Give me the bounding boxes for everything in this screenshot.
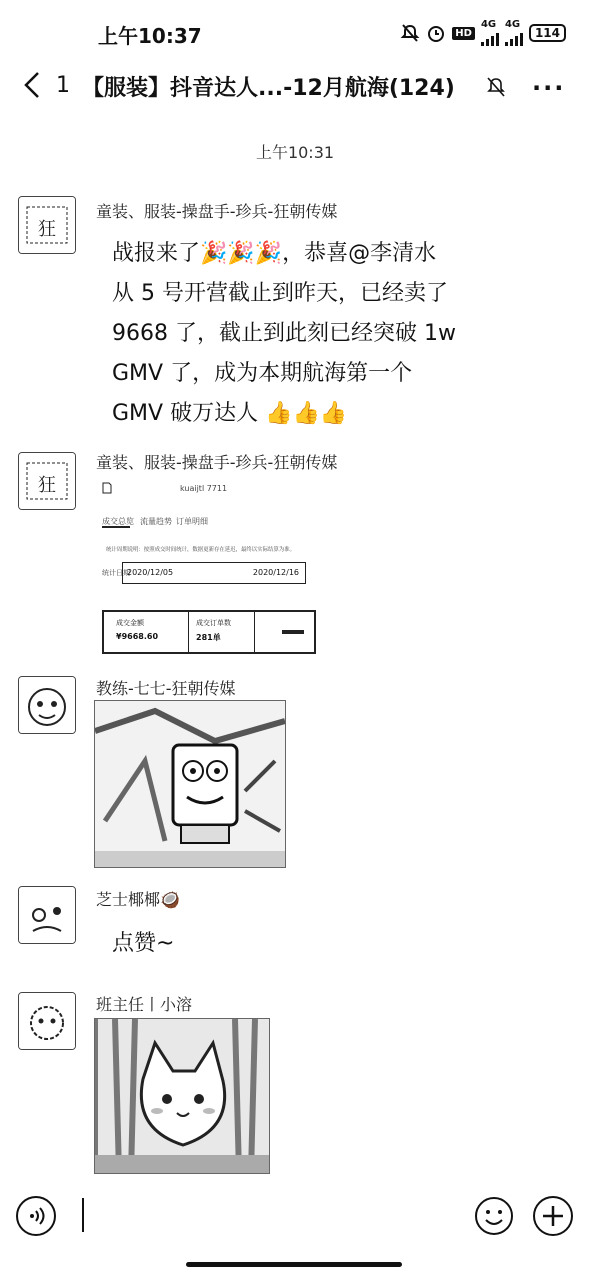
message-text[interactable] bbox=[112, 234, 456, 434]
metric-value: 281单 bbox=[196, 633, 221, 642]
metrics-card bbox=[102, 610, 316, 654]
plus-icon bbox=[535, 1198, 571, 1234]
network-type-1: 4G bbox=[480, 19, 497, 30]
sticker-image[interactable] bbox=[94, 1018, 270, 1174]
svg-text:狂: 狂 bbox=[38, 475, 56, 496]
battery-indicator: 114 bbox=[529, 24, 566, 42]
signal-icon-1 bbox=[481, 30, 499, 46]
screenshot-tab: 订单明细 bbox=[176, 517, 208, 526]
voice-input-button[interactable] bbox=[16, 1196, 56, 1236]
chat-title[interactable]: 【服装】抖音达人...-12月航海(124) bbox=[82, 76, 455, 101]
screenshot-image[interactable] bbox=[94, 476, 316, 654]
status-icons bbox=[400, 20, 566, 46]
sender-name[interactable]: 童装、服装-操盘手-珍兵-狂朝传媒 bbox=[96, 453, 338, 472]
sender-name[interactable]: 班主任丨小溶 bbox=[96, 995, 193, 1014]
text-input-cursor[interactable] bbox=[82, 1198, 84, 1232]
more-options-icon[interactable]: ··· bbox=[532, 74, 566, 102]
hd-badge: HD bbox=[452, 27, 475, 40]
screenshot-notice: 统计周期说明：按照成交时间统计，数据更新存在延迟，最终以实际结算为准。 bbox=[106, 546, 296, 553]
chat-timestamp: 上午10:31 bbox=[255, 143, 335, 162]
message-text[interactable]: 点赞~ bbox=[112, 931, 175, 956]
avatar[interactable] bbox=[18, 676, 76, 734]
sender-name[interactable]: 教练-七七-狂朝传媒 bbox=[96, 679, 236, 698]
message-line: 9668 了，截止到此刻已经突破 1w bbox=[112, 321, 456, 346]
date-from: 2020/12/05 bbox=[127, 568, 174, 577]
signal-icon-2 bbox=[505, 30, 523, 46]
doc-icon bbox=[102, 482, 112, 494]
screenshot-account: kuaijtl 7711 bbox=[180, 484, 228, 493]
mute-bell-icon bbox=[400, 23, 420, 43]
screenshot-tab: 成交总览 bbox=[102, 517, 134, 526]
sticker-image[interactable] bbox=[94, 700, 286, 868]
back-chevron-icon[interactable] bbox=[20, 70, 46, 100]
metric-bar bbox=[282, 630, 304, 634]
message-line: 从 5 号开营截止到昨天，已经卖了 bbox=[112, 281, 448, 306]
date-range-box bbox=[122, 562, 306, 584]
date-to: 2020/12/16 bbox=[252, 568, 299, 577]
avatar[interactable] bbox=[18, 886, 76, 944]
home-indicator[interactable] bbox=[186, 1262, 402, 1267]
network-type-2: 4G bbox=[504, 19, 521, 30]
active-tab-underline bbox=[102, 526, 130, 528]
unread-count[interactable]: 1 bbox=[56, 73, 70, 98]
avatar[interactable] bbox=[18, 992, 76, 1050]
message-line: 战报来了🎉🎉🎉，恭喜@李清水 bbox=[112, 241, 437, 266]
emoji-button[interactable] bbox=[474, 1196, 514, 1236]
smiley-icon bbox=[474, 1196, 514, 1236]
status-time: 上午10:37 bbox=[98, 24, 202, 48]
metric-label: 成交订单数 bbox=[196, 619, 231, 627]
avatar[interactable] bbox=[18, 196, 76, 254]
date-label: 统计日期 bbox=[102, 569, 130, 577]
sender-name[interactable]: 童装、服装-操盘手-珍兵-狂朝传媒 bbox=[96, 202, 338, 221]
voice-wave-icon bbox=[18, 1198, 54, 1234]
svg-text:狂: 狂 bbox=[38, 219, 56, 240]
sender-name[interactable]: 芝士椰椰🥥 bbox=[96, 890, 180, 909]
muted-bell-icon bbox=[486, 76, 506, 98]
alarm-icon bbox=[426, 23, 446, 43]
attachment-plus-button[interactable] bbox=[533, 1196, 573, 1236]
screenshot-tab: 流量趋势 bbox=[140, 517, 172, 526]
metric-value: ¥9668.60 bbox=[116, 632, 159, 641]
message-line: GMV 了，成为本期航海第一个 bbox=[112, 361, 413, 386]
metric-label: 成交金额 bbox=[116, 619, 144, 627]
avatar[interactable] bbox=[18, 452, 76, 510]
message-line: GMV 破万达人 👍👍👍 bbox=[112, 401, 348, 426]
